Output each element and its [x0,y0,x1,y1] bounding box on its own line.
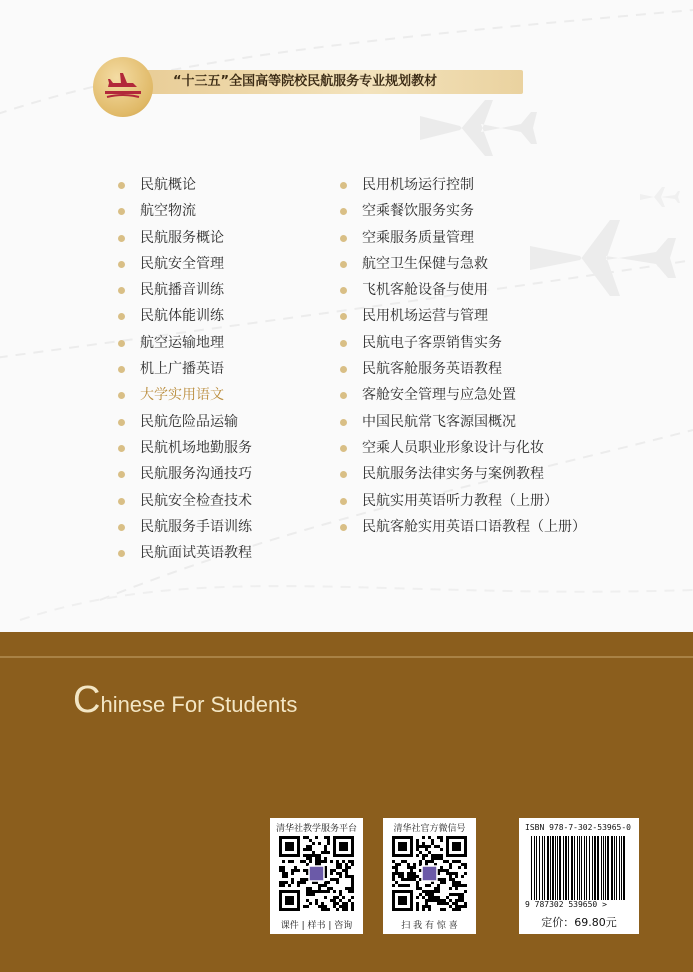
bullet-icon [118,340,125,347]
banner-text: “十三五”全国高等院校民航服务专业规划教材 [173,74,438,89]
list-item [340,202,586,228]
bullet-icon [118,313,125,320]
list-item [340,255,586,281]
book-title: 民航机场地勤服务 [140,439,252,456]
qr-footer: 扫 我 有 惊 喜 [401,921,458,931]
book-title: 航空卫生保健与急救 [362,255,488,272]
series-banner [93,57,523,105]
bullet-icon [340,445,347,452]
list-item [340,386,586,412]
bullet-icon [118,366,125,373]
list-item [118,281,252,307]
book-title: 民航服务法律实务与案例教程 [362,466,544,483]
book-title: 民航体能训练 [140,308,224,325]
bullet-icon [340,392,347,399]
airline-logo [93,57,153,117]
list-item [340,413,586,439]
list-item [118,360,252,386]
bullet-icon [118,471,125,478]
list-item [340,439,586,465]
bullet-icon [118,392,125,399]
bullet-icon [118,419,125,426]
book-title: 客舱安全管理与应急处置 [362,387,516,404]
qr-card-wechat [383,818,476,934]
bullet-icon [340,471,347,478]
list-item [340,307,586,333]
bullet-icon [340,208,347,215]
book-title: 民航服务手语训练 [140,518,252,535]
list-item [340,334,586,360]
barcode-digits: 9 787302 539650 > [525,900,607,909]
bullet-icon [118,261,125,268]
airplane-icon [420,100,537,156]
book-title: 民航电子客票销售实务 [362,334,502,351]
book-title: 民航面试英语教程 [140,545,252,562]
bullet-icon [340,340,347,347]
book-title: 空乘餐饮服务实务 [362,203,474,220]
isbn-barcode-card [519,818,639,934]
book-title: 机上广播英语 [140,361,224,378]
list-item [340,465,586,491]
list-item [118,307,252,333]
list-item [118,518,252,544]
bullet-icon [118,550,125,557]
list-item [340,281,586,307]
english-title [73,679,298,721]
bullet-icon [118,182,125,189]
qr-code-icon[interactable] [392,836,467,911]
book-title: 大学实用语文 [140,387,224,404]
bullet-icon [118,287,125,294]
divider [0,656,693,658]
list-item [340,360,586,386]
bullet-icon [340,287,347,294]
book-list-left [118,176,252,570]
qr-title: 清华社教学服务平台 [275,824,357,834]
list-item [118,202,252,228]
book-title: 民航客舱实用英语口语教程（上册） [362,518,586,535]
book-title: 民用机场运营与管理 [362,308,488,325]
list-item [340,518,586,544]
bullet-icon [340,498,347,505]
book-title: 民用机场运行控制 [362,177,474,193]
book-title: 民航播音训练 [140,282,224,299]
qr-code-icon[interactable] [279,836,354,911]
list-item [118,439,252,465]
airplane-icon [93,57,153,117]
book-title: 民航客舱服务英语教程 [362,361,502,378]
list-item [118,176,252,202]
title-rest: hinese For Students [100,692,298,717]
bullet-icon [118,208,125,215]
list-item [340,176,586,202]
bullet-icon [118,498,125,505]
book-title: 飞机客舱设备与使用 [362,282,488,299]
book-title: 民航安全管理 [140,255,224,272]
airplane-icon [640,187,680,207]
book-title: 空乘人员职业形象设计与化妆 [362,439,544,456]
bullet-icon [340,261,347,268]
bullet-icon [118,524,125,531]
book-title: 民航服务沟通技巧 [140,466,252,483]
list-item [340,229,586,255]
title-initial: C [73,679,101,721]
bullet-icon [340,366,347,373]
price-label: 定价：69.80元 [541,916,617,929]
bullet-icon [340,419,347,426]
list-item [118,544,252,570]
list-item [118,492,252,518]
list-item [118,334,252,360]
bullet-icon [340,524,347,531]
qr-card-teaching-platform [270,818,363,934]
list-item [340,492,586,518]
bullet-icon [118,445,125,452]
bullet-icon [340,235,347,242]
book-list-right [340,176,586,544]
list-item [118,413,252,439]
list-item [118,229,252,255]
list-item-highlighted [118,386,252,412]
qr-footer: 课件 | 样书 | 咨询 [280,921,353,931]
book-title: 航空运输地理 [140,334,224,351]
qr-title: 清华社官方微信号 [393,824,466,834]
bullet-icon [340,313,347,320]
list-item [118,255,252,281]
bullet-icon [118,235,125,242]
book-title: 民航危险品运输 [140,413,238,430]
book-title: 民航安全检查技术 [140,492,252,509]
list-item [118,465,252,491]
barcode-icon [531,836,627,900]
book-title: 航空物流 [140,203,196,220]
book-title: 中国民航常飞客源国概况 [362,413,516,430]
book-title: 民航服务概论 [140,229,224,246]
book-title: 空乘服务质量管理 [362,229,474,246]
book-title: 民航概论 [140,177,196,193]
book-title: 民航实用英语听力教程（上册） [362,492,558,509]
isbn-label: ISBN 978-7-302-53965-0 [525,823,631,832]
bullet-icon [340,182,347,189]
